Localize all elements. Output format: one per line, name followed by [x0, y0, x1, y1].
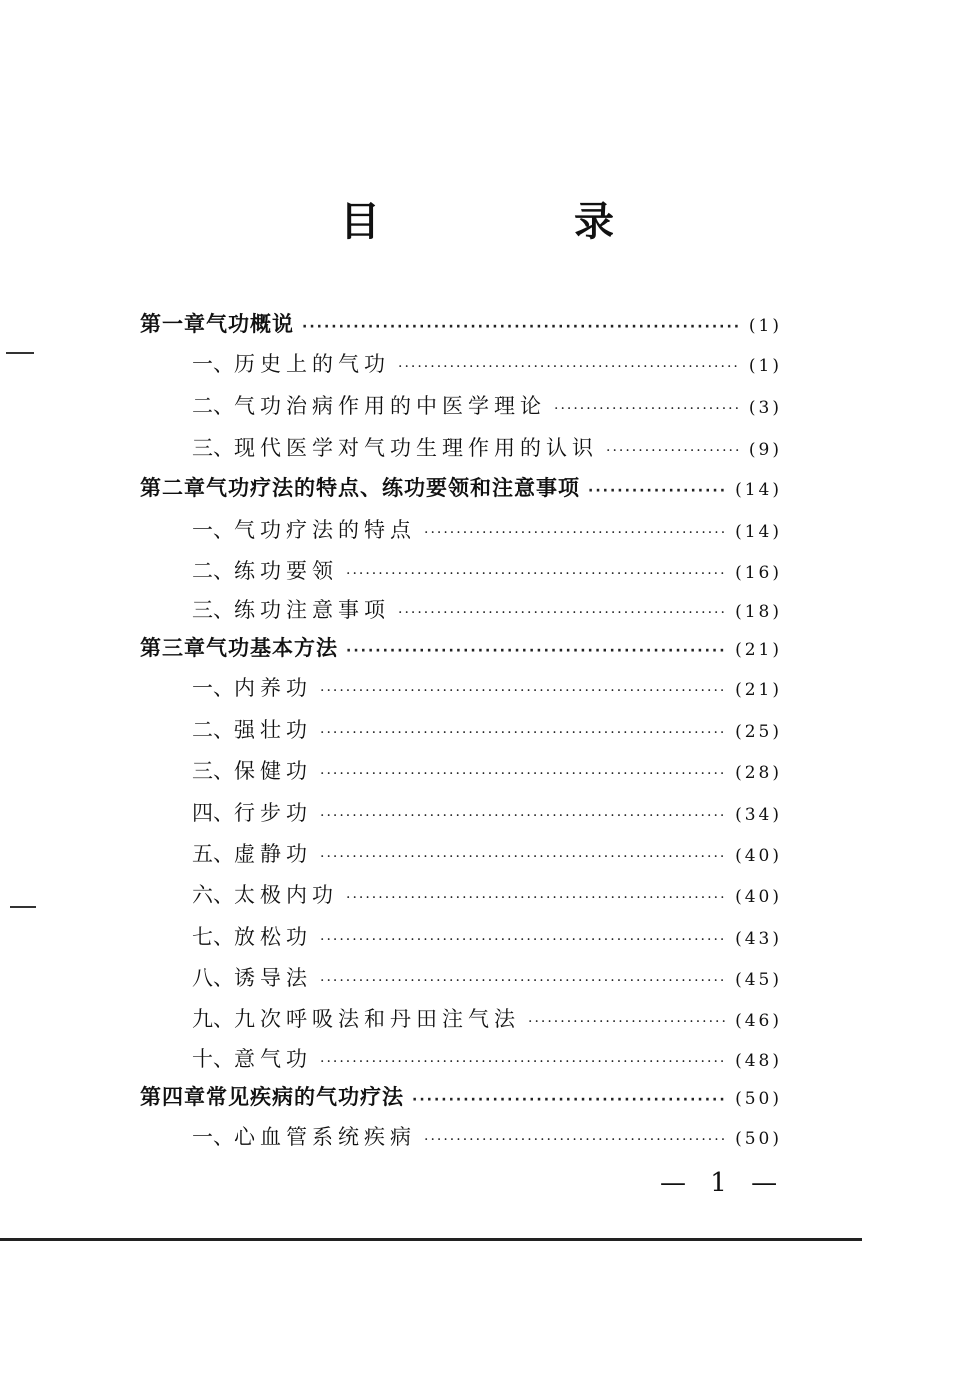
toc-section-row[interactable]: [192, 672, 782, 704]
toc-entry-number: 九、: [192, 1007, 234, 1031]
dot-leader: [346, 890, 727, 906]
toc-entry-title: 虚静功: [234, 842, 312, 866]
scan-mark: [6, 352, 34, 354]
toc-entry-page: (14): [735, 522, 782, 542]
toc-entry-page: (28): [735, 763, 782, 783]
toc-section-row[interactable]: [192, 921, 782, 953]
toc-entry-number: 第三章: [140, 636, 206, 660]
toc-chapter-row[interactable]: [140, 1081, 782, 1113]
dot-leader: [320, 683, 727, 699]
toc-entry-number: 二、: [192, 718, 234, 742]
bottom-rule: [0, 1238, 862, 1241]
toc-entry-page: (3): [748, 398, 782, 418]
toc-section-row[interactable]: [192, 1003, 782, 1035]
dot-leader: [412, 1092, 727, 1108]
toc-section-row[interactable]: [192, 1043, 782, 1075]
dot-leader: [320, 849, 727, 865]
toc-entry-page: (45): [735, 970, 782, 990]
dot-leader: [320, 932, 727, 948]
dot-leader: [320, 766, 727, 782]
toc-section-row[interactable]: [192, 838, 782, 870]
dot-leader: [302, 319, 741, 335]
toc-entry-page: (50): [735, 1089, 782, 1109]
toc-section-row[interactable]: [192, 962, 782, 994]
dot-leader: [424, 1132, 727, 1148]
toc-entry-number: 第二章: [140, 476, 206, 500]
toc-entry-title: 练功要领: [234, 559, 338, 583]
dot-leader: [424, 525, 727, 541]
toc-entry-page: (1): [748, 356, 782, 376]
dot-leader: [606, 443, 741, 459]
toc-section-row[interactable]: [192, 348, 782, 380]
dot-leader: [346, 643, 727, 659]
toc-entry-title: 现代医学对气功生理作用的认识: [234, 436, 598, 460]
toc-entry-title: 保健功: [234, 759, 312, 783]
toc-entry-title: 心血管系统疾病: [234, 1125, 416, 1149]
toc-entry-page: (34): [735, 805, 782, 825]
page-number: — 1 —: [660, 1168, 786, 1198]
toc-entry-title: 内养功: [234, 676, 312, 700]
dot-leader: [528, 1014, 727, 1030]
toc-section-row[interactable]: [192, 432, 782, 464]
dot-leader: [398, 359, 741, 375]
dot-leader: [320, 725, 727, 741]
dot-leader: [398, 605, 727, 621]
dot-leader: [588, 483, 727, 499]
toc-entry-title: 气功概说: [206, 312, 294, 336]
toc-entry-number: 二、: [192, 394, 234, 418]
toc-entry-number: 第四章: [140, 1085, 206, 1109]
toc-entry-title: 行步功: [234, 801, 312, 825]
toc-entry-number: 六、: [192, 883, 234, 907]
toc-entry-title: 诱导法: [234, 966, 312, 990]
toc-entry-page: (46): [735, 1011, 782, 1031]
toc-chapter-row[interactable]: [140, 308, 782, 340]
toc-section-row[interactable]: [192, 594, 782, 626]
toc-entry-number: 二、: [192, 559, 234, 583]
toc-section-row[interactable]: [192, 514, 782, 546]
dot-leader: [320, 973, 727, 989]
dot-leader: [320, 808, 727, 824]
toc-entry-title: 练功注意事项: [234, 598, 390, 622]
toc-entry-page: (16): [735, 563, 782, 583]
toc-entry-page: (9): [748, 440, 782, 460]
dot-leader: [320, 1054, 727, 1070]
toc-chapter-row[interactable]: [140, 632, 782, 664]
toc-entry-page: (25): [735, 722, 782, 742]
toc-entry-number: 十、: [192, 1047, 234, 1071]
toc-entry-page: (18): [735, 602, 782, 622]
page-title: 目 录: [340, 198, 704, 245]
toc-entry-number: 一、: [192, 1125, 234, 1149]
toc-entry-title: 太极内功: [234, 883, 338, 907]
toc-entry-number: 五、: [192, 842, 234, 866]
scan-mark: [10, 906, 36, 908]
toc-entry-page: (21): [735, 680, 782, 700]
toc-entry-title: 强壮功: [234, 718, 312, 742]
toc-entry-title: 九次呼吸法和丹田注气法: [234, 1007, 520, 1031]
toc-entry-number: 三、: [192, 598, 234, 622]
dot-leader: [346, 566, 727, 582]
toc-entry-title: 气功治病作用的中医学理论: [234, 394, 546, 418]
toc-section-row[interactable]: [192, 390, 782, 422]
toc-entry-page: (14): [735, 480, 782, 500]
toc-entry-number: 四、: [192, 801, 234, 825]
toc-entry-title: 气功疗法的特点: [234, 518, 416, 542]
toc-entry-page: (43): [735, 929, 782, 949]
toc-entry-title: 意气功: [234, 1047, 312, 1071]
toc-section-row[interactable]: [192, 755, 782, 787]
toc-entry-number: 八、: [192, 966, 234, 990]
toc-section-row[interactable]: [192, 879, 782, 911]
toc-entry-title: 气功疗法的特点、练功要领和注意事项: [206, 476, 580, 500]
toc-entry-page: (1): [748, 316, 782, 336]
toc-chapter-row[interactable]: [140, 472, 782, 504]
toc-entry-number: 一、: [192, 352, 234, 376]
toc-entry-number: 七、: [192, 925, 234, 949]
toc-entry-title: 放松功: [234, 925, 312, 949]
toc-section-row[interactable]: [192, 714, 782, 746]
toc-entry-page: (48): [735, 1051, 782, 1071]
toc-entry-title: 气功基本方法: [206, 636, 338, 660]
toc-entry-number: 三、: [192, 759, 234, 783]
toc-entry-number: 第一章: [140, 312, 206, 336]
toc-entry-number: 三、: [192, 436, 234, 460]
dot-leader: [554, 401, 741, 417]
toc-entry-number: 一、: [192, 518, 234, 542]
toc-section-row[interactable]: [192, 555, 782, 587]
toc-section-row[interactable]: [192, 797, 782, 829]
toc-entry-title: 历史上的气功: [234, 352, 390, 376]
toc-entry-number: 一、: [192, 676, 234, 700]
toc-entry-title: 常见疾病的气功疗法: [206, 1085, 404, 1109]
toc-entry-page: (21): [735, 640, 782, 660]
toc-entry-page: (50): [735, 1129, 782, 1149]
toc-entry-page: (40): [735, 846, 782, 866]
toc-entry-page: (40): [735, 887, 782, 907]
toc-section-row[interactable]: [192, 1121, 782, 1153]
